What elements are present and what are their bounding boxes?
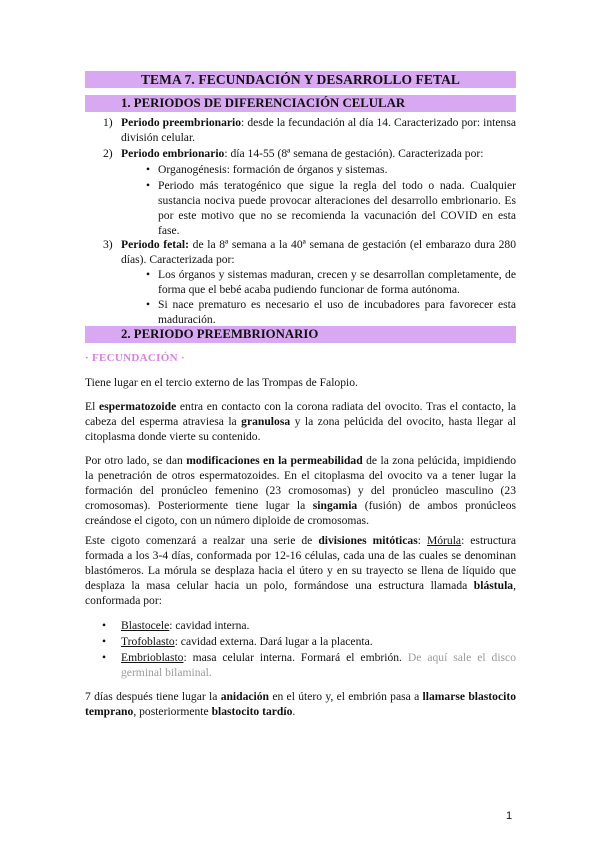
paragraph-3: Por otro lado, se dan modificaciones en la permeabilidad de la zona pelúcida, impidiendo la penetración de otros espermatozoides. En el citoplasma del ovocito va a tener lugar la formación del pronúcleo femenino (23 cromosomas) y del pronúcleo masculino (23 cromosomas). Posteriormente tiene lugar la singamia (fusión) de ambos pronúcleos creándose el cigoto, con un número diploide de cromosomas. bbox=[85, 454, 517, 527]
bullet-item: Los órganos y sistemas maduran, crecen y se desarrollan completamente, de forma que el bebé acaba pudiendo funcionar de forma autónoma. bbox=[158, 268, 516, 296]
bullet-item: Trofoblasto: cavidad externa. Dará lugar a la placenta. bbox=[121, 635, 373, 648]
list-number: 2) bbox=[103, 147, 113, 160]
bullet-item: Organogénesis: formación de órganos y sistemas. bbox=[158, 163, 388, 176]
list-item: Periodo embrionario: día 14-55 (8ª semana de gestación). Caracterizada por: bbox=[121, 147, 484, 160]
bullet-icon: • bbox=[146, 163, 151, 176]
subheading-fecundacion: · FECUNDACIÓN · bbox=[85, 352, 185, 364]
list-item: Periodo preembrionario: desde la fecundación al día 14. Caracterizado por: intensa división celular. bbox=[121, 116, 517, 144]
section-2-heading: 2. PERIODO PREEMBRIONARIO bbox=[85, 326, 516, 343]
section-1-heading: 1. PERIODOS DE DIFERENCIACIÓN CELULAR bbox=[85, 95, 516, 112]
page-number: 1 bbox=[506, 810, 513, 822]
bullet-icon: • bbox=[102, 619, 107, 632]
paragraph-5: 7 días después tiene lugar la anidación en el útero y, el embrión pasa a llamarse blastocito temprano, posteriormente blastocito tardío. bbox=[85, 690, 516, 718]
bullet-icon: • bbox=[146, 268, 151, 281]
list-number: 1) bbox=[103, 116, 113, 129]
paragraph-2: El espermatozoide entra en contacto con la corona radiata del ovocito. Tras el contacto, la cabeza del esperma atraviesa la granulosa y la zona pelúcida del ovocito, hasta llegar al citoplasma donde vierte su contenido. bbox=[85, 400, 517, 443]
bullet-icon: • bbox=[146, 179, 151, 192]
document-title: TEMA 7. FECUNDACIÓN Y DESARROLLO FETAL bbox=[85, 71, 516, 88]
bullet-item: Embrioblasto: masa celular interna. Formará el embrión. De aquí sale el disco germinal bilaminal. bbox=[121, 651, 517, 679]
bullet-item: Blastocele: cavidad interna. bbox=[121, 619, 250, 632]
list-item: Periodo fetal: de la 8ª semana a la 40ª semana de gestación (el embarazo dura 280 días). Caracterizada por: bbox=[121, 238, 516, 266]
paragraph-4: Este cigoto comenzará a realzar una serie de divisiones mitóticas: Mórula: estructura formada a los 3-4 días, conformada por 12-16 células, cada una de las cuales se denominan blastómeros. La mórula se desplaza hacia el útero y en su trayecto se llena de líquido que desplaza la masa celular hacia un polo, formándose una estructura llamada blástula, conformada por: bbox=[85, 534, 516, 607]
list-number: 3) bbox=[103, 238, 113, 251]
bullet-icon: • bbox=[102, 635, 107, 648]
bullet-icon: • bbox=[146, 298, 151, 311]
paragraph-1: Tiene lugar en el tercio externo de las Trompas de Falopio. bbox=[85, 376, 358, 389]
bullet-item: Si nace prematuro es necesario el uso de incubadores para favorecer esta maduración. bbox=[158, 298, 516, 326]
bullet-icon: • bbox=[102, 651, 107, 664]
bullet-item: Periodo más teratogénico que sigue la regla del todo o nada. Cualquier sustancia nociva puede provocar alteraciones del desarrollo embrionario. Es por este motivo que no se recomienda la vacunación del COVID en esta fase. bbox=[158, 179, 516, 237]
